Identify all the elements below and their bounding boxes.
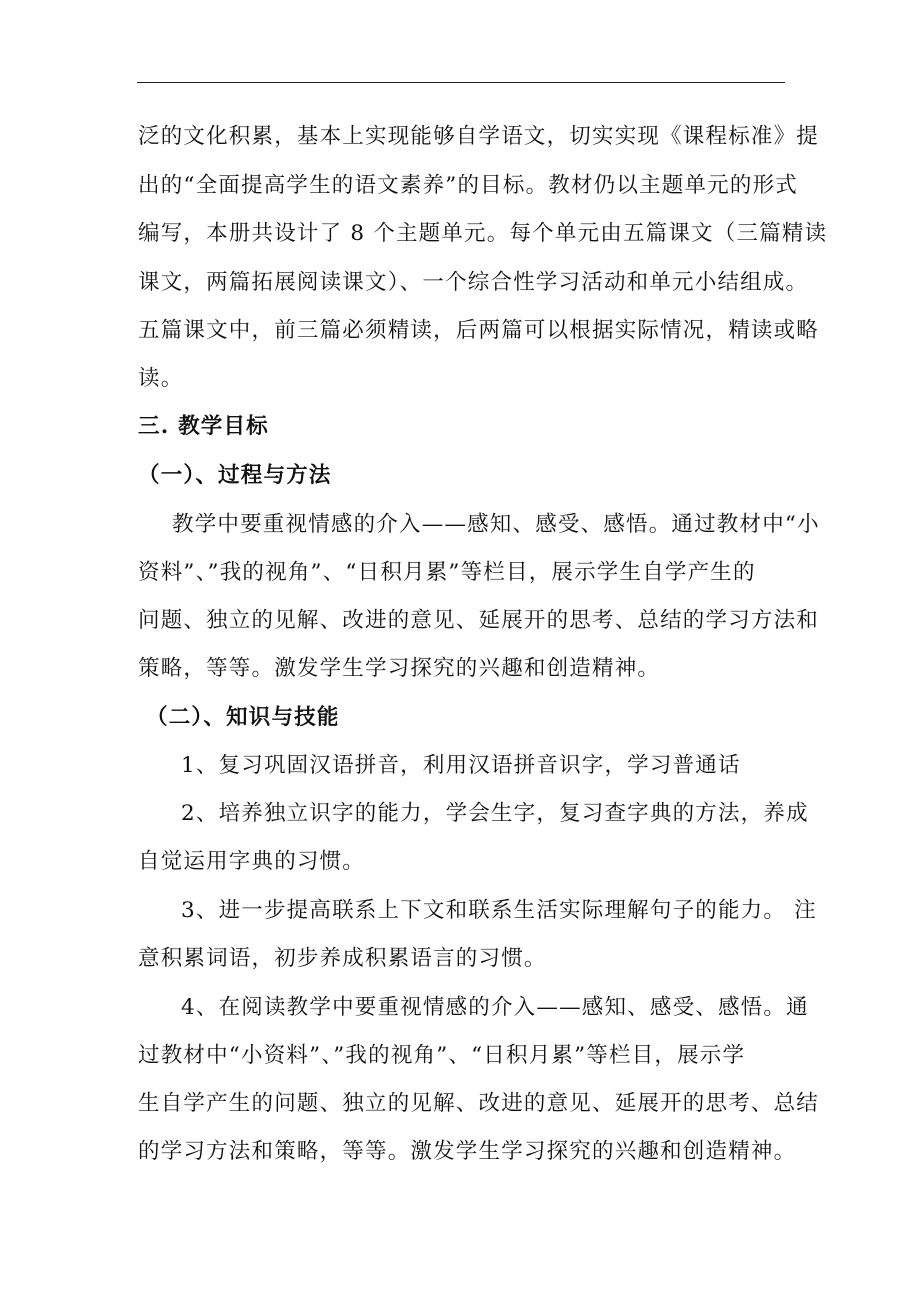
paragraph-line: 课文，两篇拓展阅读课文）、一个综合性学习活动和单元小结组成。 — [138, 270, 809, 295]
header-rule — [137, 82, 785, 83]
list-item-continuation: 自觉运用字典的习惯。 — [138, 849, 366, 874]
paragraph-line: 泛的文化积累，基本上实现能够自学语文，切实实现《课程标准》提 — [138, 124, 820, 149]
paragraph-line: 资料”、”我的视角”、“日积月累”等栏目，展示学生自学产生的 — [138, 560, 756, 585]
section-heading: 三. 教学目标 — [138, 414, 269, 439]
list-item-continuation: 的学习方法和策略，等等。激发学生学习探究的兴趣和创造精神。 — [138, 1139, 797, 1164]
list-item-continuation: 生自学产生的问题、独立的见解、改进的意见、延展开的思考、总结 — [138, 1091, 820, 1116]
paragraph-line: 出的“全面提高学生的语文素养”的目标。教材仍以主题单元的形式 — [138, 173, 798, 198]
paragraph-line: 策略，等等。激发学生学习探究的兴趣和创造精神。 — [138, 656, 661, 681]
paragraph-line: 五篇课文中，前三篇必须精读，后两篇可以根据实际情况，精读或略 — [138, 318, 820, 343]
paragraph-line: 问题、独立的见解、改进的意见、延展开的思考、总结的学习方法和 — [138, 608, 820, 633]
list-item-continuation: 意积累词语，初步养成积累语言的习惯。 — [138, 946, 547, 971]
paragraph-line: 编写，本册共设计了 8 个主题单元。每个单元由五篇课文（三篇精读 — [138, 221, 828, 246]
subsection-heading-knowledge: （二）、知识与技能 — [146, 705, 340, 730]
list-item: 3、进一步提高联系上下文和联系生活实际理解句子的能力。 注 — [181, 898, 817, 923]
list-item: 2、培养独立识字的能力，学会生字，复习查字典的方法，养成 — [181, 801, 809, 826]
list-item-continuation: 过教材中“小资料”、”我的视角”、“日积月累”等栏目，展示学 — [138, 1043, 746, 1068]
paragraph-line: 教学中要重视情感的介入——感知、感受、感悟。通过教材中“小 — [172, 512, 820, 537]
list-item: 4、在阅读教学中要重视情感的介入——感知、感受、感悟。通 — [181, 995, 809, 1020]
subsection-heading-process: （一）、过程与方法 — [138, 463, 332, 488]
list-item: 1、复习巩固汉语拼音，利用汉语拼音识字，学习普通话 — [181, 753, 741, 778]
paragraph-line: 读。 — [138, 366, 184, 391]
